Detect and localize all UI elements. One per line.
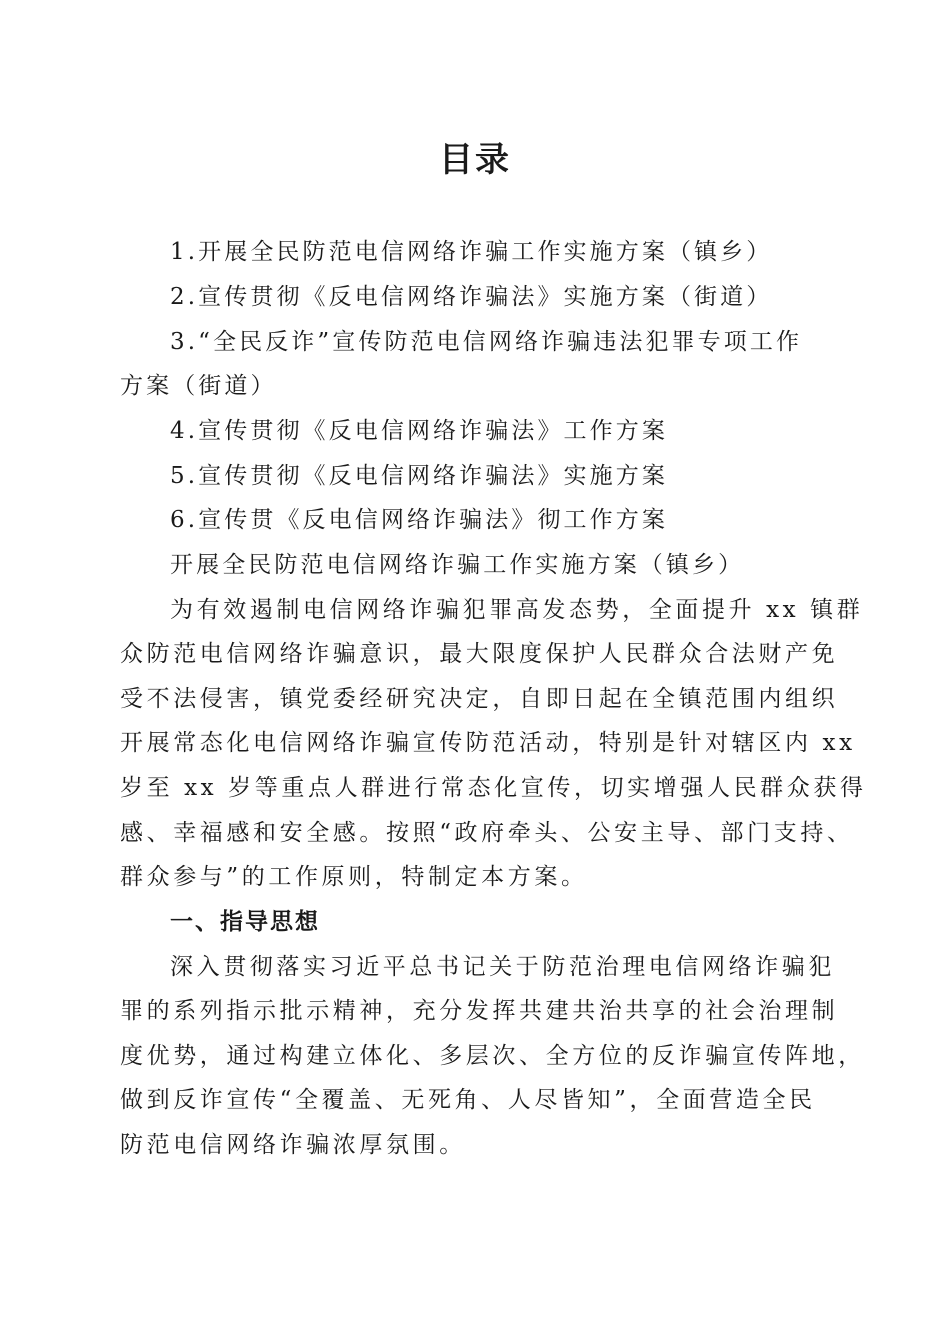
- intro-paragraph-line: 受不法侵害，镇党委经研究决定，自即日起在全镇范围内组织: [120, 686, 839, 712]
- guidance-paragraph-line: 做到反诈宣传“全覆盖、无死角、人尽皆知”，全面营造全民: [120, 1087, 816, 1113]
- page-title: 目录: [439, 140, 511, 180]
- intro-paragraph-line: 开展常态化电信网络诈骗宣传防范活动，特别是针对辖区内 xx: [120, 730, 856, 756]
- guidance-paragraph-line: 罪的系列指示批示精神，充分发挥共建共治共享的社会治理制: [120, 998, 839, 1024]
- section-title: 开展全民防范电信网络诈骗工作实施方案（镇乡）: [170, 552, 745, 578]
- intro-paragraph-line: 岁至 xx 岁等重点人群进行常态化宣传，切实增强人民群众获得: [120, 775, 867, 801]
- toc-item-6: 6.宣传贯《反电信网络诈骗法》彻工作方案: [170, 507, 668, 533]
- toc-item-3: 3.“全民反诈”宣传防范电信网络诈骗违法犯罪专项工作: [170, 329, 803, 355]
- toc-item-2: 2.宣传贯彻《反电信网络诈骗法》实施方案（街道）: [170, 284, 773, 310]
- intro-paragraph-line: 众防范电信网络诈骗意识，最大限度保护人民群众合法财产免: [120, 641, 839, 667]
- toc-item-3-continued: 方案（街道）: [120, 373, 277, 399]
- toc-item-4: 4.宣传贯彻《反电信网络诈骗法》工作方案: [170, 418, 668, 444]
- toc-item-1: 1.开展全民防范电信网络诈骗工作实施方案（镇乡）: [170, 239, 773, 265]
- guidance-paragraph-line: 防范电信网络诈骗浓厚氛围。: [120, 1132, 466, 1158]
- toc-item-5: 5.宣传贯彻《反电信网络诈骗法》实施方案: [170, 463, 668, 489]
- heading-guiding-thought: 一、指导思想: [170, 909, 320, 935]
- guidance-paragraph-line: 深入贯彻落实习近平总书记关于防范治理电信网络诈骗犯: [170, 954, 835, 980]
- intro-paragraph-line: 群众参与”的工作原则，特制定本方案。: [120, 864, 588, 890]
- intro-paragraph-line: 感、幸福感和安全感。按照“政府牵头、公安主导、部门支持、: [120, 820, 854, 846]
- guidance-paragraph-line: 度优势，通过构建立体化、多层次、全方位的反诈骗宣传阵地，: [120, 1043, 865, 1069]
- intro-paragraph-line: 为有效遏制电信网络诈骗犯罪高发态势，全面提升 xx 镇群: [170, 597, 864, 623]
